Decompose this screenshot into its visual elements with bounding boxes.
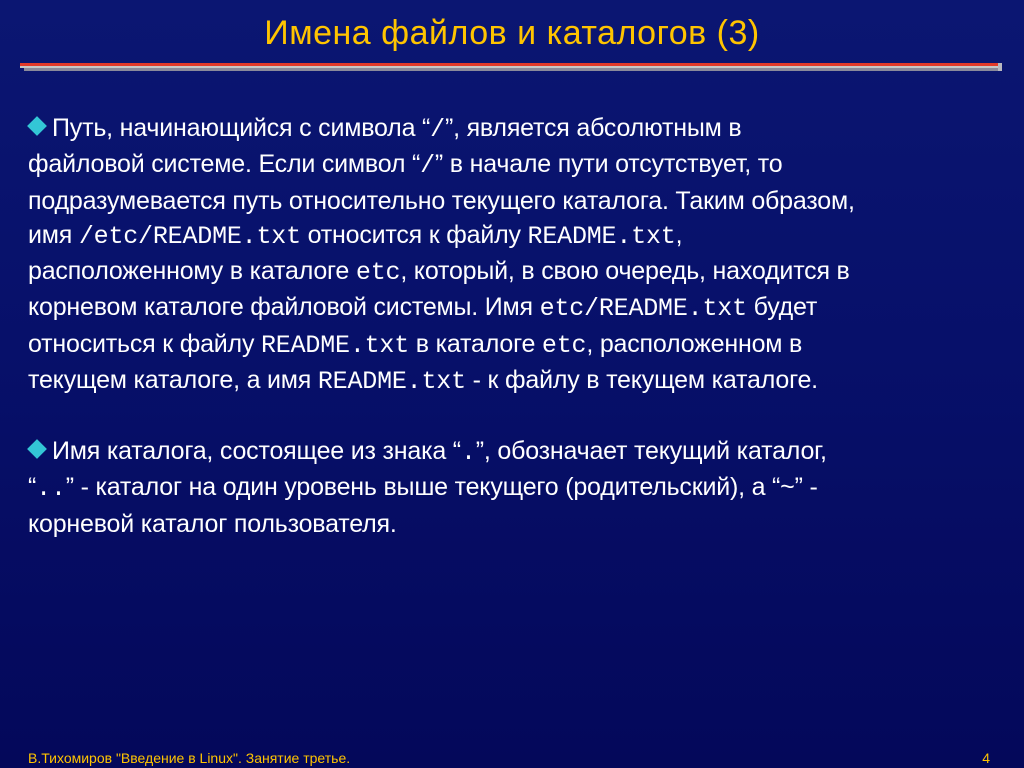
text: расположенному в каталоге <box>28 257 356 286</box>
text: корневом каталоге файловой системы. Имя <box>28 293 540 322</box>
text-line: подразумевается путь относительно текущего каталога. Таким образом, <box>28 186 855 215</box>
text-line <box>28 111 1003 147</box>
page-number: 4 <box>982 750 990 766</box>
code-dotdot: .. <box>36 474 66 504</box>
text-line <box>28 434 1003 470</box>
title-divider <box>20 63 1002 71</box>
text: ” - каталог на один уровень выше текущего (родительский), а “~” - <box>65 473 818 502</box>
code-path: etc/README.txt <box>539 294 747 324</box>
text: , который, в свою очередь, находится в <box>400 257 850 286</box>
text: Имя каталога, состоящее из знака “ <box>52 437 461 465</box>
text-line <box>28 290 1003 326</box>
code-slash: / <box>430 115 445 144</box>
text: относиться к файлу <box>28 329 261 358</box>
text: ” в начале пути отсутствует, то <box>434 150 783 179</box>
text: ”, является абсолютным в <box>444 114 742 142</box>
code-filename: README.txt <box>527 221 676 251</box>
code-slash: / <box>420 151 435 181</box>
text: в каталоге <box>409 329 542 358</box>
divider-endcap <box>998 63 1002 71</box>
code-dirname: etc <box>355 258 401 288</box>
text-line <box>28 363 1003 399</box>
code-path: /etc/README.txt <box>78 221 301 251</box>
text: , расположенном в <box>586 329 803 358</box>
text-line <box>28 254 1003 290</box>
divider-shadow <box>24 68 1002 71</box>
text: ”, обозначает текущий каталог, <box>475 437 827 465</box>
code-filename: README.txt <box>317 367 466 397</box>
text-line <box>28 218 1003 254</box>
text: , <box>675 220 683 249</box>
text: файловой системе. Если символ “ <box>28 150 421 179</box>
text: “ <box>28 473 37 502</box>
text: имя <box>28 220 79 249</box>
text: относится к файлу <box>300 220 528 249</box>
code-dot: . <box>460 438 476 467</box>
diamond-bullet-icon <box>27 116 47 136</box>
code-dirname: etc <box>541 330 587 360</box>
text: текущем каталоге, а имя <box>28 366 318 395</box>
slide-title: Имена файлов и каталогов (3) <box>264 14 760 52</box>
text-line <box>28 147 1003 183</box>
paragraph-special-dirs <box>28 434 1003 541</box>
text-line: корневой каталог пользователя. <box>28 509 397 538</box>
text-line <box>28 470 1003 506</box>
footer-course-info: В.Тихомиров "Введение в Linux". Занятие третье. <box>28 750 351 766</box>
paragraph-absolute-path <box>28 111 1003 399</box>
diamond-bullet-icon <box>27 439 47 459</box>
text-line <box>28 327 1003 363</box>
code-filename: README.txt <box>261 330 410 360</box>
text: будет <box>746 293 818 322</box>
text: - к файлу в текущем каталоге. <box>465 366 818 395</box>
text: Путь, начинающийся с символа “ <box>52 114 431 142</box>
